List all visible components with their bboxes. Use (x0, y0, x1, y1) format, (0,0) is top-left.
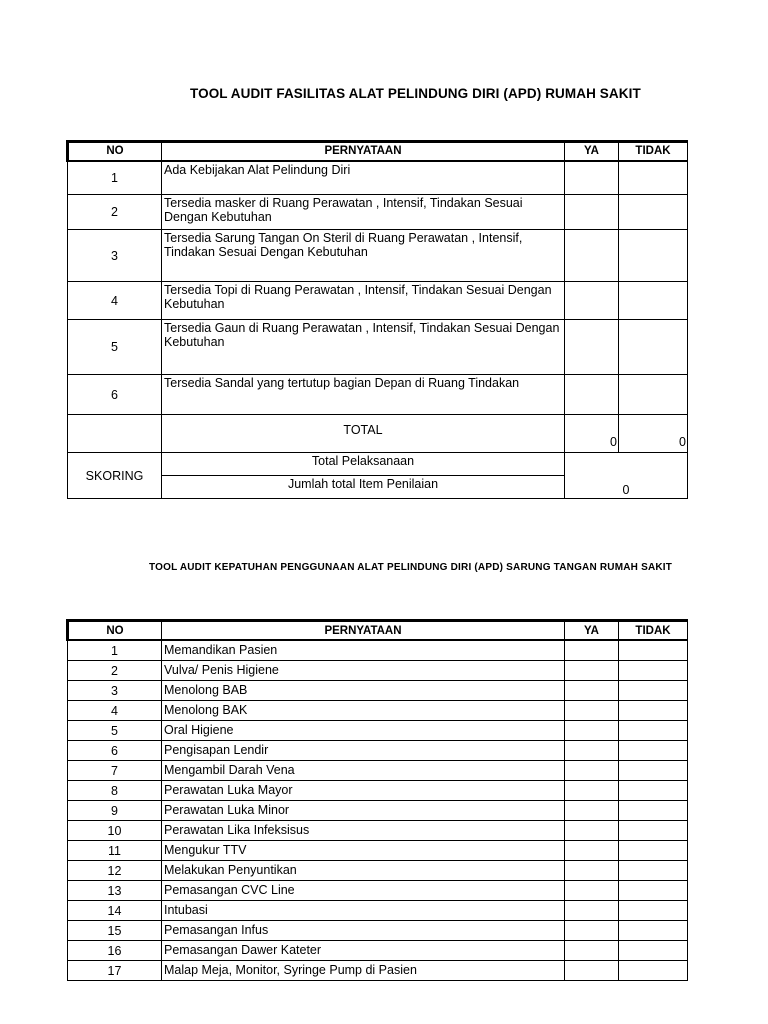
row-statement: Pengisapan Lendir (162, 741, 565, 761)
table-row (68, 841, 688, 861)
row-statement: Vulva/ Penis Higiene (162, 661, 565, 681)
yes-cell[interactable] (565, 375, 619, 415)
row-number: 12 (68, 861, 162, 881)
row-number: 5 (68, 721, 162, 741)
table-row (68, 781, 688, 801)
table-row (68, 961, 688, 981)
no-answer-cell[interactable] (619, 230, 688, 282)
row-statement: Tersedia masker di Ruang Perawatan , Intensif, Tindakan Sesuai Dengan Kebutuhan (162, 195, 565, 230)
table-row (68, 161, 688, 195)
yes-cell[interactable] (565, 961, 619, 981)
row-statement: Oral Higiene (162, 721, 565, 741)
total-label: TOTAL (162, 415, 565, 453)
yes-cell[interactable] (565, 320, 619, 375)
header-no-answer: TIDAK (619, 621, 688, 641)
no-answer-cell[interactable] (619, 901, 688, 921)
header-statement: PERNYATAAN (162, 621, 565, 641)
row-number: 11 (68, 841, 162, 861)
row-statement: Ada Kebijakan Alat Pelindung Diri (162, 161, 565, 195)
row-number: 16 (68, 941, 162, 961)
table-row (68, 761, 688, 781)
header-yes: YA (565, 142, 619, 161)
no-answer-cell[interactable] (619, 681, 688, 701)
row-statement: Melakukan Penyuntikan (162, 861, 565, 881)
row-number: 9 (68, 801, 162, 821)
row-number: 6 (68, 741, 162, 761)
scoring-value: 0 (565, 453, 688, 499)
yes-cell[interactable] (565, 721, 619, 741)
table-row (68, 661, 688, 681)
no-answer-cell[interactable] (619, 861, 688, 881)
row-number: 10 (68, 821, 162, 841)
yes-cell[interactable] (565, 821, 619, 841)
glove-compliance-table (66, 619, 688, 981)
scoring-label: SKORING (68, 453, 162, 499)
no-answer-cell[interactable] (619, 195, 688, 230)
no-answer-cell[interactable] (619, 941, 688, 961)
row-statement: Menolong BAK (162, 701, 565, 721)
yes-cell[interactable] (565, 282, 619, 320)
row-number: 1 (68, 640, 162, 661)
row-statement: Mengambil Darah Vena (162, 761, 565, 781)
facility-audit-table (66, 140, 688, 499)
table-row (68, 901, 688, 921)
row-number: 3 (68, 681, 162, 701)
yes-cell[interactable] (565, 881, 619, 901)
table-row (68, 320, 688, 375)
yes-cell[interactable] (565, 741, 619, 761)
yes-cell[interactable] (565, 681, 619, 701)
scoring-item-implementation: Total Pelaksanaan (162, 453, 565, 476)
yes-cell[interactable] (565, 921, 619, 941)
row-number: 3 (68, 230, 162, 282)
no-answer-cell[interactable] (619, 761, 688, 781)
no-answer-cell[interactable] (619, 881, 688, 901)
row-number: 14 (68, 901, 162, 921)
row-statement: Intubasi (162, 901, 565, 921)
no-answer-cell[interactable] (619, 640, 688, 661)
scoring-item-total-items: Jumlah total Item Penilaian (162, 476, 565, 499)
row-statement: Perawatan Luka Minor (162, 801, 565, 821)
table-row (68, 195, 688, 230)
total-row (68, 415, 688, 453)
header-no: NO (68, 142, 162, 161)
row-statement: Tersedia Sarung Tangan On Steril di Ruang Perawatan , Intensif, Tindakan Sesuai Dengan Kebutuhan (162, 230, 565, 282)
yes-cell[interactable] (565, 701, 619, 721)
header-no-answer: TIDAK (619, 142, 688, 161)
yes-cell[interactable] (565, 761, 619, 781)
yes-cell[interactable] (565, 661, 619, 681)
row-number: 17 (68, 961, 162, 981)
row-number: 7 (68, 761, 162, 781)
row-statement: Memandikan Pasien (162, 640, 565, 661)
table-row (68, 721, 688, 741)
no-answer-cell[interactable] (619, 821, 688, 841)
total-no-answer-value: 0 (619, 415, 688, 453)
row-statement: Pemasangan Infus (162, 921, 565, 941)
section1-title: TOOL AUDIT FASILITAS ALAT PELINDUNG DIRI (APD) RUMAH SAKIT (190, 86, 641, 101)
no-answer-cell[interactable] (619, 921, 688, 941)
yes-cell[interactable] (565, 861, 619, 881)
yes-cell[interactable] (565, 640, 619, 661)
table-row (68, 741, 688, 761)
row-statement: Pemasangan Dawer Kateter (162, 941, 565, 961)
no-answer-cell[interactable] (619, 841, 688, 861)
yes-cell[interactable] (565, 230, 619, 282)
no-answer-cell[interactable] (619, 375, 688, 415)
yes-cell[interactable] (565, 161, 619, 195)
section2-title: TOOL AUDIT KEPATUHAN PENGGUNAAN ALAT PELINDUNG DIRI (APD) SARUNG TANGAN RUMAH SAKIT (149, 562, 673, 573)
table-row (68, 640, 688, 661)
table-header-row (68, 142, 688, 161)
row-number: 8 (68, 781, 162, 801)
no-answer-cell[interactable] (619, 721, 688, 741)
table-row (68, 230, 688, 282)
no-answer-cell[interactable] (619, 661, 688, 681)
yes-cell[interactable] (565, 901, 619, 921)
row-number: 4 (68, 701, 162, 721)
row-statement: Tersedia Gaun di Ruang Perawatan , Intensif, Tindakan Sesuai Dengan Kebutuhan (162, 320, 565, 375)
no-answer-cell[interactable] (619, 741, 688, 761)
table-row (68, 881, 688, 901)
row-statement: Malap Meja, Monitor, Syringe Pump di Pasien (162, 961, 565, 981)
row-number: 6 (68, 375, 162, 415)
table-header-row (68, 621, 688, 641)
yes-cell[interactable] (565, 841, 619, 861)
table-row (68, 375, 688, 415)
yes-cell[interactable] (565, 781, 619, 801)
yes-cell[interactable] (565, 195, 619, 230)
no-answer-cell[interactable] (619, 161, 688, 195)
row-number: 2 (68, 661, 162, 681)
no-answer-cell[interactable] (619, 282, 688, 320)
row-number: 1 (68, 161, 162, 195)
row-statement: Perawatan Luka Mayor (162, 781, 565, 801)
table-row (68, 701, 688, 721)
no-answer-cell[interactable] (619, 961, 688, 981)
table-row (68, 821, 688, 841)
table-row (68, 282, 688, 320)
row-statement: Perawatan Lika Infeksisus (162, 821, 565, 841)
row-number: 4 (68, 282, 162, 320)
header-no: NO (68, 621, 162, 641)
table-row (68, 921, 688, 941)
row-number: 15 (68, 921, 162, 941)
header-statement: PERNYATAAN (162, 142, 565, 161)
row-statement: Pemasangan CVC Line (162, 881, 565, 901)
row-statement: Tersedia Sandal yang tertutup bagian Depan di Ruang Tindakan (162, 375, 565, 415)
no-answer-cell[interactable] (619, 781, 688, 801)
row-statement: Mengukur TTV (162, 841, 565, 861)
table-row (68, 801, 688, 821)
row-statement: Menolong BAB (162, 681, 565, 701)
yes-cell[interactable] (565, 941, 619, 961)
row-number: 5 (68, 320, 162, 375)
row-number: 13 (68, 881, 162, 901)
scoring-row (68, 453, 688, 476)
no-answer-cell[interactable] (619, 801, 688, 821)
table-row (68, 681, 688, 701)
row-number: 2 (68, 195, 162, 230)
no-answer-cell[interactable] (619, 320, 688, 375)
no-answer-cell[interactable] (619, 701, 688, 721)
row-statement: Tersedia Topi di Ruang Perawatan , Intensif, Tindakan Sesuai Dengan Kebutuhan (162, 282, 565, 320)
yes-cell[interactable] (565, 801, 619, 821)
header-yes: YA (565, 621, 619, 641)
table-row (68, 861, 688, 881)
table-row (68, 941, 688, 961)
total-yes-value: 0 (565, 415, 619, 453)
